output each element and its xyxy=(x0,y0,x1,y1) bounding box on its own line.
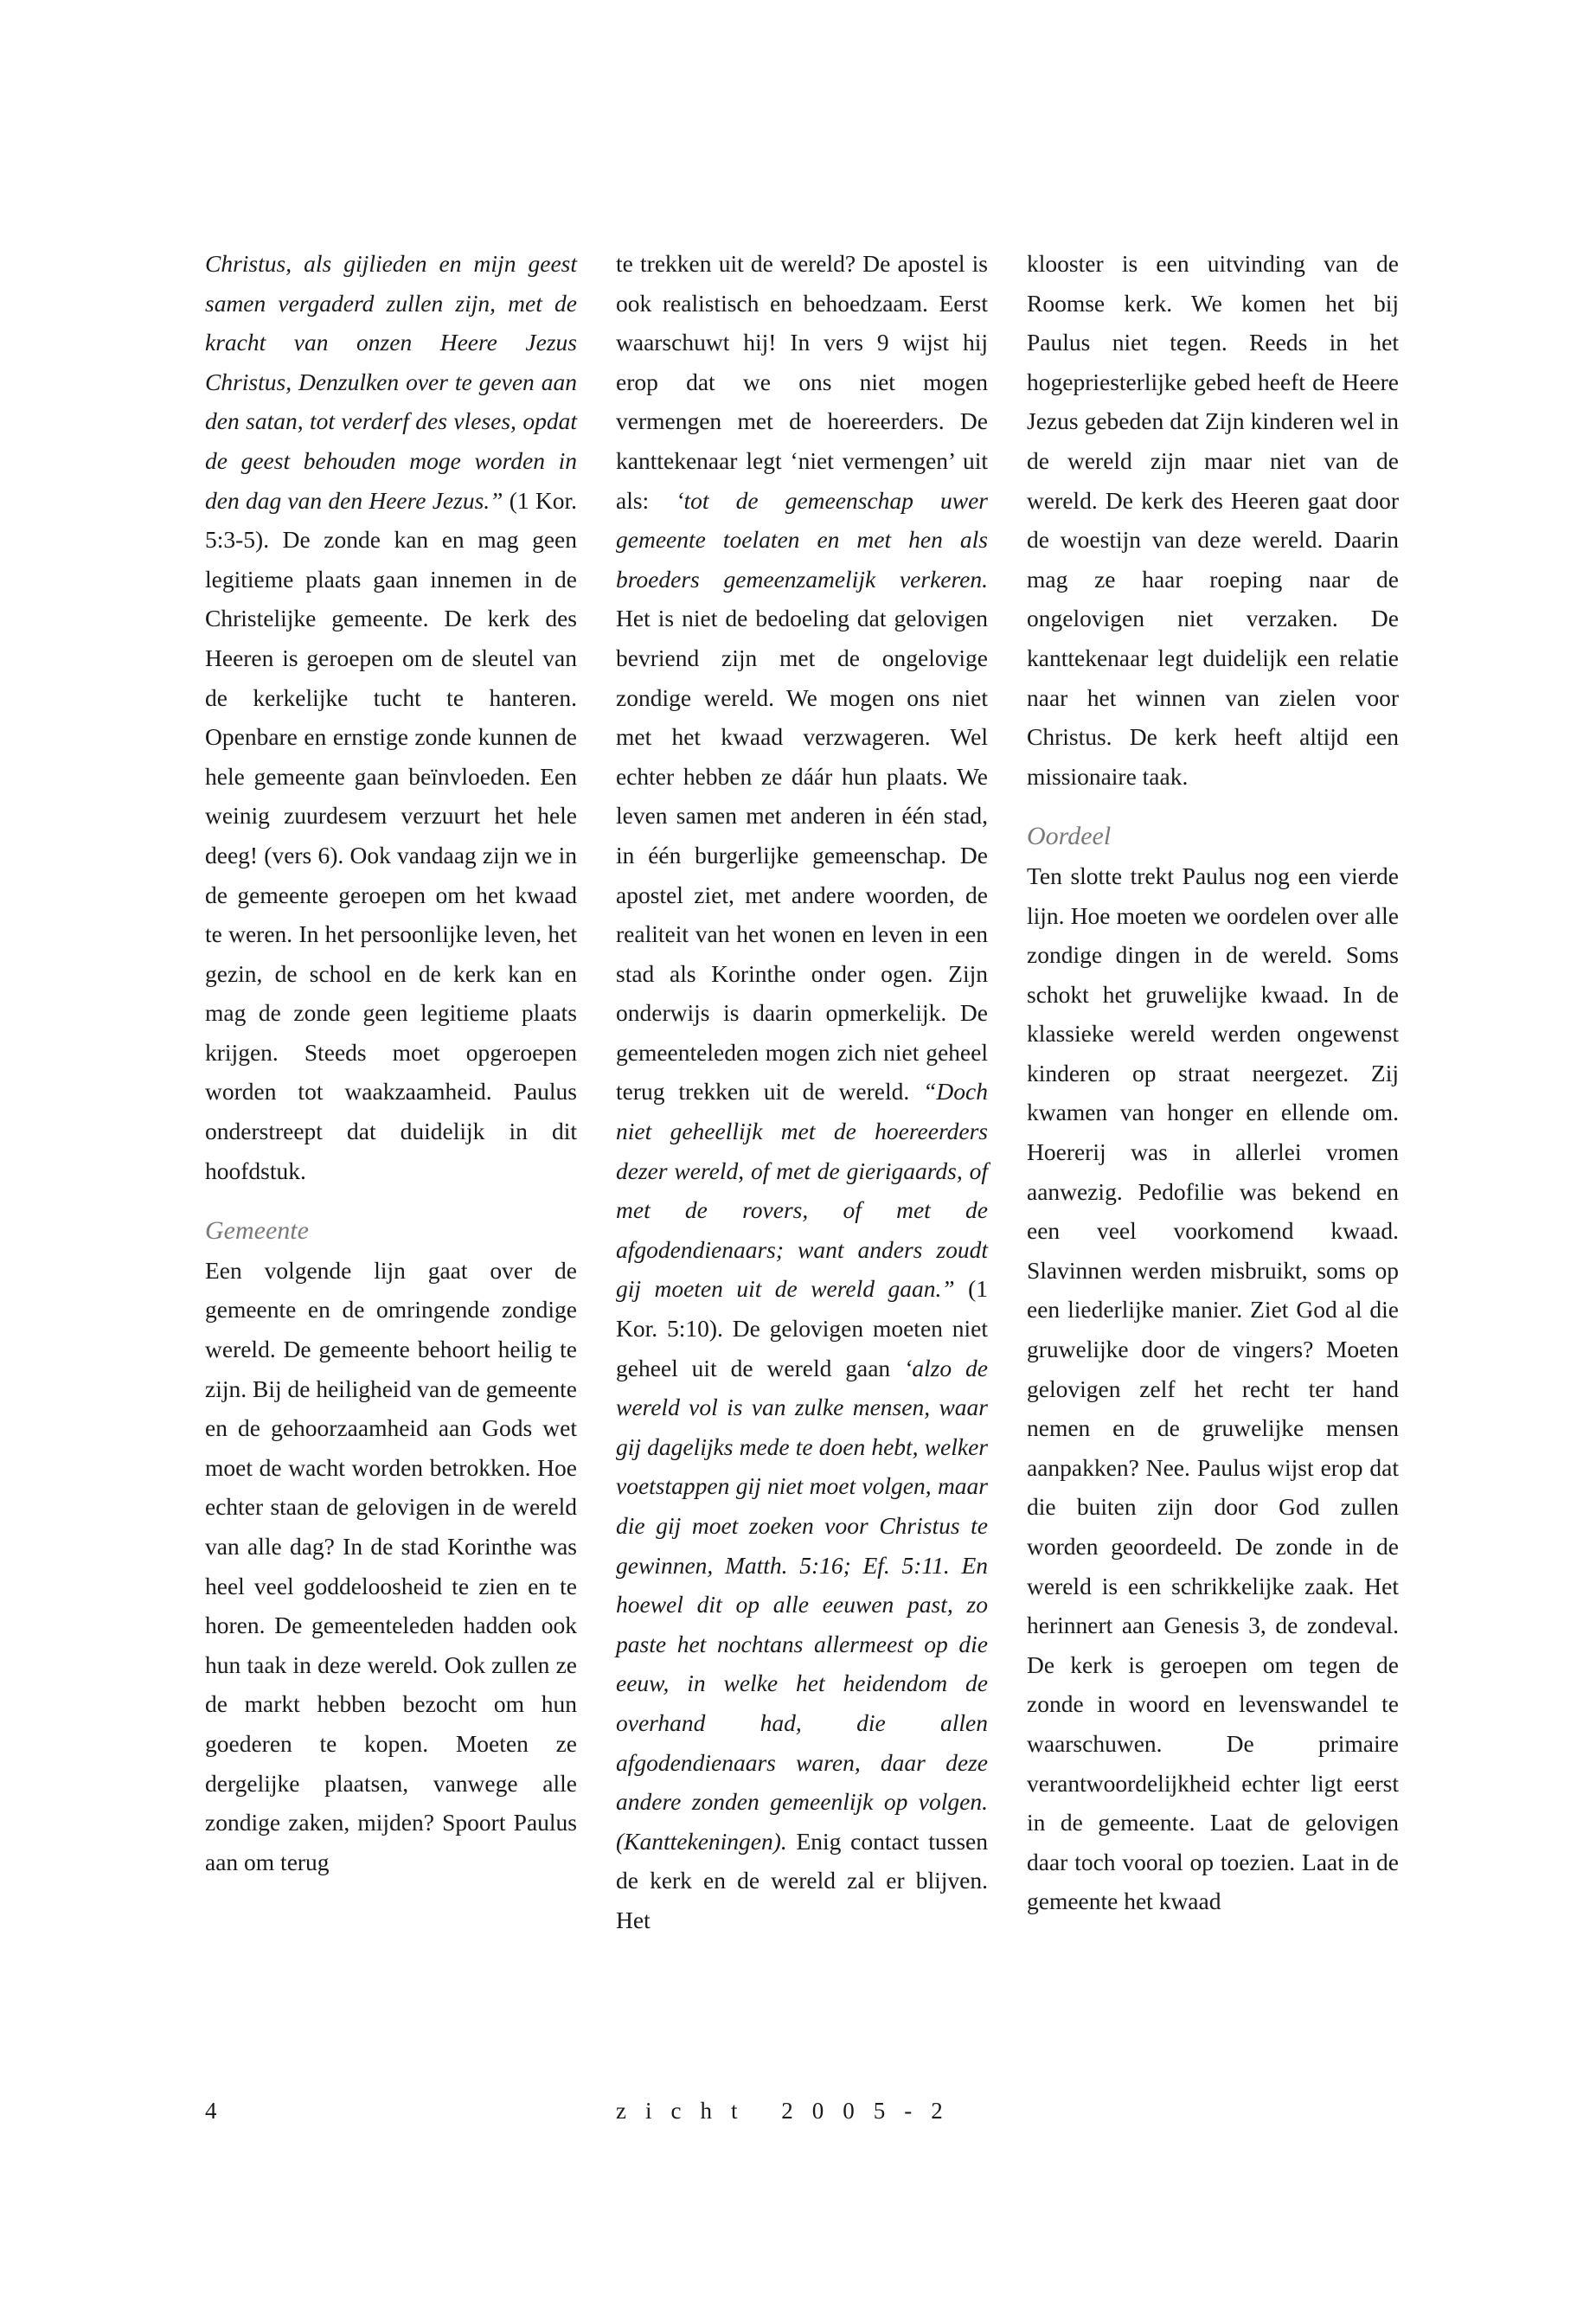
section-heading-gemeente: Gemeente xyxy=(205,1216,309,1246)
text-run: Een volgende lijn gaat over de gemeente en de omringende zondige wereld. De gemeente behoort heilig te zijn. Bij de heiligheid van de gemeente en de gehoorzaamheid aan Gods wet moet de wacht worden betrokken. Hoe echter staan de gelovigen in de wereld van alle dag? In de stad Korinthe was heel veel goddeloosheid te zien en te horen. De gemeenteleden hadden ook hun taak in deze wereld. Ook zullen ze de markt hebben bezocht om hun goederen te kopen. Moeten ze dergelijke plaatsen, vanwege alle zondige zaken, mijden? Spoort Paulus aan om terug xyxy=(205,1256,577,1875)
section-heading-oordeel: Oordeel xyxy=(1027,822,1112,851)
text-run: klooster is een uitvinding van de Roomse kerk. We komen het bij Paulus niet tegen. Reeds in het hogepriesterlijke gebed heeft de Heere Jezus gebeden dat Zijn kinderen wel in de wereld zijn maar niet van de wereld. De kerk des Heeren gaat door de woestijn van deze wereld. Daarin mag ze haar roeping naar de ongelovigen niet verzaken. De kanttekenaar legt duidelijk een relatie naar het winnen van zielen voor Christus. De kerk heeft altijd een missionaire taak. xyxy=(1027,250,1399,790)
text-run: Het is niet de bedoeling dat gelovigen bevriend zijn met de ongelovige zondige wereld. We mogen ons niet met het kwaad verzwageren. Wel echter hebben ze dáár hun plaats. We leven samen met anderen in één stad, in één burgerlijke gemeenschap. De apostel ziet, met andere woorden, de realiteit van het wonen en leven in een stad als Korinthe onder ogen. Zijn onderwijs is daarin opmerkelijk. De gemeenteleden mogen zich niet geheel terug trekken uit de wereld. xyxy=(616,605,988,1106)
column-3-paragraph-1 xyxy=(1027,244,1399,796)
column-1-paragraph-1 xyxy=(205,244,577,1190)
text-run: (1 Kor. 5:10). De gelovigen moeten niet geheel uit de wereld gaan xyxy=(616,1275,988,1381)
text-run: “Doch niet geheellijk met de hoereerders dezer wereld, of met de gierigaards, of met de rovers, of met de afgodendienaars; want anders zoudt gij moeten uit de wereld gaan.” xyxy=(616,1078,988,1303)
magazine-issue: zicht 2005-2 xyxy=(616,2098,962,2124)
text-run: ‘tot de gemeenschap uwer gemeente toelaten en met hen als broeders gemeenzamelijk verkeren. xyxy=(616,486,988,593)
column-2 xyxy=(616,244,988,1940)
text-run: Christus, als gijlieden en mijn geest samen vergaderd zullen zijn, met de kracht van onzen Heere Jezus Christus, Denzulken over te geven aan den satan, tot verderf des vleses, opdat de geest behouden moge worden in den dag van den Heere Jezus.” xyxy=(205,250,577,514)
text-run: (1 Kor. 5:3-5). De zonde kan en mag geen legitieme plaats gaan innemen in de Christelijke gemeente. De kerk des Heeren is geroepen om de sleutel van de kerkelijke tucht te hanteren. Openbare en ernstige zonde kunnen de hele gemeente gaan beïnvloeden. Een weinig zuurdesem verzuurt het hele deeg! (vers 6). Ook vandaag zijn we in de gemeente geroepen om het kwaad te weren. In het persoonlijke leven, het gezin, de school en de kerk kan en mag de zonde geen legitieme plaats krijgen. Steeds moet opgeroepen worden tot waakzaamheid. Paulus onderstreept dat duidelijk in dit hoofdstuk. xyxy=(205,486,577,1184)
column-1 xyxy=(205,244,577,1881)
column-2-paragraph-1 xyxy=(616,244,988,1940)
text-run: te trekken uit de wereld? De apostel is ook realistisch en behoedzaam. Eerst waarschuwt hij! In vers 9 wijst hij erop dat we ons niet mogen vermengen met de hoereerders. De kanttekenaar legt ‘niet vermengen’ uit als: xyxy=(616,250,988,514)
page-number: 4 xyxy=(205,2098,217,2124)
text-run: ‘alzo de wereld vol is van zulke mensen, waar gij dagelijks mede te doen hebt, welker voetstappen gij niet moet volgen, maar die gij moet zoeken voor Christus te gewinnen, Matth. 5:16; Ef. 5:11. En hoewel dit op alle eeuwen past, zo paste het nochtans allermeest op die eeuw, in welke het heidendom de overhand had, die allen afgodendienaars waren, daar deze andere zonden gemeenlijk op volgen. (Kanttekeningen). xyxy=(616,1354,988,1855)
text-run: Ten slotte trekt Paulus nog een vierde lijn. Hoe moeten we oordelen over alle zondige dingen in de wereld. Soms schokt het gruwelijke kwaad. In de klassieke wereld werden ongewenst kinderen op straat neergezet. Zij kwamen van honger en ellende om. Hoererij was in allerlei vromen aanwezig. Pedofilie was bekend en een veel voorkomend kwaad. Slavinnen werden misbruikt, soms op een liederlijke manier. Ziet God al die gruwelijke door de vingers? Moeten gelovigen zelf het recht ter hand nemen en de gruwelijke mensen aanpakken? Nee. Paulus wijst erop dat die buiten zijn door God zullen worden geoordeeld. De zonde in de wereld is een schrikkelijke zaak. Het herinnert aan Genesis 3, de zondeval. De kerk is geroepen om tegen de zonde in woord en levenswandel te waarschuwen. De primaire verantwoordelijkheid echter ligt eerst in de gemeente. Laat de gelovigen daar toch vooral op toezien. Laat in de gemeente het kwaad xyxy=(1027,862,1399,1915)
text-run: Enig contact tussen de kerk en de wereld zal er blijven. Het xyxy=(616,1827,988,1933)
column-3-paragraph-2 xyxy=(1027,856,1399,1921)
column-3 xyxy=(1027,244,1399,1921)
column-1-paragraph-2 xyxy=(205,1251,577,1882)
